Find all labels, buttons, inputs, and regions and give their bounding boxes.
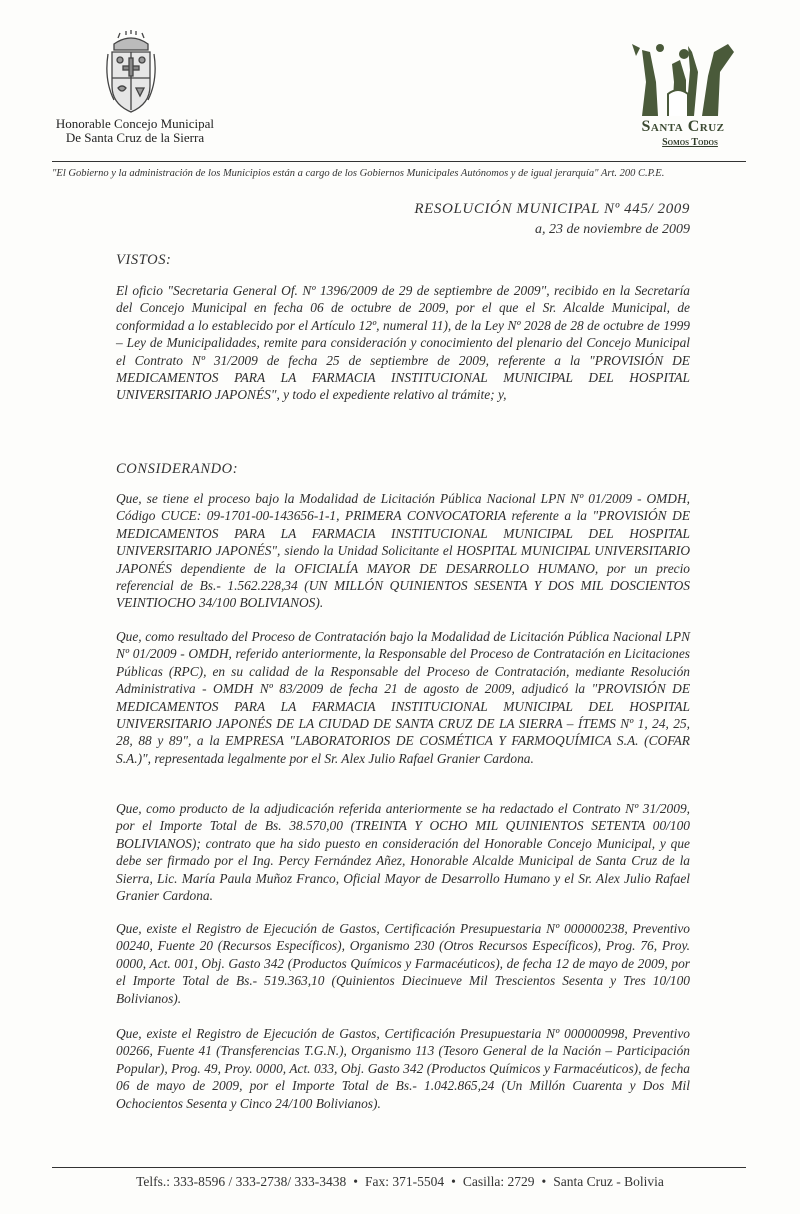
considerando-paragraph-3: Que, como producto de la adjudicación referida anteriormente se ha redactado el Contrato Nº 31/2009, por el Importe Total de Bs. 38.570,00 (TREINTA Y OCHO MIL QUINIENTOS SETENTA 00/100 BOLIVIANOS); contrato que ha sido puesto en consideración del Honorable Concejo Municipal, y que debe ser firmado por el Ing. Percy Fernández Añez, Honorable Alcalde Municipal de Santa Cruz de la Sierra, Lic. María Paula Muñoz Franco, Oficial Mayor de Desarrollo Humano y el Sr. Alex Julio Rafael Granier Cardona. <box>116 801 690 904</box>
council-name <box>40 117 230 145</box>
resolution-date: a, 23 de noviembre de 2009 <box>535 222 690 237</box>
santa-cruz-brand <box>628 42 738 146</box>
header-divider <box>52 161 746 162</box>
resolution-title: RESOLUCIÓN MUNICIPAL Nº 445/ 2009 <box>414 201 690 217</box>
footer-casilla: Casilla: 2729 <box>462 1174 535 1189</box>
considerando-paragraph-4: Que, existe el Registro de Ejecución de Gastos, Certificación Presupuestaria Nº 000000238, Preventivo 00240, Fuente 20 (Recursos Específicos), Organismo 230 (Otros Recursos Específicos), Prog. 76, Proy. 0000, Act. 001, Obj. Gasto 342 (Productos Químicos y Farmacéuticos), de fecha 12 de mayo de 2009, por el Importe Total de Bs.- 519.363,10 (Quinientos Diecinueve Mil Trescientos Sesenta y Tres 10/100 Bolivianos). <box>116 921 690 1006</box>
footer-contact <box>0 1174 800 1190</box>
considerando-paragraph-2: Que, como resultado del Proceso de Contratación bajo la Modalidad de Licitación Pública Nacional LPN Nº 01/2009 - OMDH, referido anteriormente, la Responsable del Proceso de Contratación en Licitaciones Públicas (RPC), en su calidad de la Responsable del Proceso de Contratación, mediante Resolución Administrativa - OMDH Nº 83/2009 de fecha 21 de agosto de 2009, adjudicó la "PROVISIÓN DE MEDICAMENTOS PARA LA FARMACIA INSTITUCIONAL MUNICIPAL DEL HOSPITAL UNIVERSITARIO JAPONÉS DE LA CIUDAD DE SANTA CRUZ DE LA SIERRA – ÍTEMS Nº 1, 24, 25, 28, 88 y 89", a la EMPRESA "LABORATORIOS DE COSMÉTICA Y FARMOQUÍMICA S.A. (COFAR S.A.)", representada legalmente por el Sr. Alex Julio Rafael Granier Cardona. <box>116 629 690 766</box>
vistos-heading: VISTOS: <box>116 252 172 268</box>
santa-cruz-logo-icon <box>628 42 738 120</box>
considerando-paragraph-5: Que, existe el Registro de Ejecución de Gastos, Certificación Presupuestaria Nº 000000998, Preventivo 00266, Fuente 41 (Transferencias T.G.N.), Organismo 113 (Tesoro General de la Nación – Participación Popular), Prog. 49, Proy. 0000, Act. 033, Obj. Gasto 342 (Productos Químicos y Farmacéuticos), de fecha 06 de mayo de 2009, por el Importe Total de Bs.- 1.042.865,24 (Un Millón Cuarenta y Dos Mil Ochocientos Sesenta y Cinco 24/100 Bolivianos). <box>116 1026 690 1111</box>
footer-fax: Fax: 371-5504 <box>365 1174 445 1189</box>
vistos-paragraph: El oficio "Secretaria General Of. Nº 1396/2009 de 29 de septiembre de 2009", recibido en la Secretaría del Concejo Municipal en fecha 06 de octubre de 2009, por el que el Sr. Alcalde Municipal, de conformidad a lo establecido por el Artículo 12º, numeral 11), de la Ley Nº 2028 de 28 de octubre de 1999 – Ley de Municipalidades, remite para consideración y conocimiento del plenario del Concejo Municipal el Contrato Nº 31/2009 de fecha 25 de septiembre de 2009, referente a la "PROVISIÓN DE MEDICAMENTOS PARA LA FARMACIA INSTITUCIONAL MUNICIPAL DEL HOSPITAL UNIVERSITARIO JAPONÉS", y todo el expediente relativo al trámite; y, <box>116 283 690 403</box>
footer-separator: • <box>353 1174 359 1189</box>
considerando-heading: CONSIDERANDO: <box>116 461 239 477</box>
footer-separator: • <box>541 1174 547 1189</box>
council-line-2: De Santa Cruz de la Sierra <box>65 130 205 145</box>
footer-city: Santa Cruz - Bolivia <box>553 1174 664 1189</box>
footer-divider <box>52 1167 746 1168</box>
considerando-paragraph-1: Que, se tiene el proceso bajo la Modalidad de Licitación Pública Nacional LPN Nº 01/2009 - OMDH, Código CUCE: 09-1701-00-143656-1-1, PRIMERA CONVOCATORIA referente a la "PROVISIÓN DE MEDICAMENTOS PARA LA FARMACIA INSTITUCIONAL MUNICIPAL DEL HOSPITAL UNIVERSITARIO JAPONÉS", siendo la Unidad Solicitante el HOSPITAL MUNICIPAL UNIVERSITARIO JAPONÉS dependiente de la OFICIALÍA MAYOR DE DESARROLLO HUMANO, por un precio referencial de Bs.- 1.562.228,34 (UN MILLÓN QUINIENTOS SESENTA Y DOS MIL DOSCIENTOS VEINTIOCHO 34/100 BOLIVIANOS). <box>116 491 690 611</box>
footer-phones: Telfs.: 333-8596 / 333-2738/ 333-3438 <box>136 1174 347 1189</box>
footer-separator: • <box>451 1174 456 1189</box>
coat-of-arms-icon <box>104 30 158 116</box>
brand-tagline: Somos Todos <box>662 137 718 148</box>
brand-name: Santa Cruz <box>641 118 725 135</box>
council-line-1: Honorable Concejo Municipal <box>55 116 215 131</box>
constitution-quote: "El Gobierno y la administración de los Municipios están a cargo de los Gobiernos Municipales Autónomos y de igual jerarquía" Art. 200 C.P.E. <box>52 168 665 179</box>
